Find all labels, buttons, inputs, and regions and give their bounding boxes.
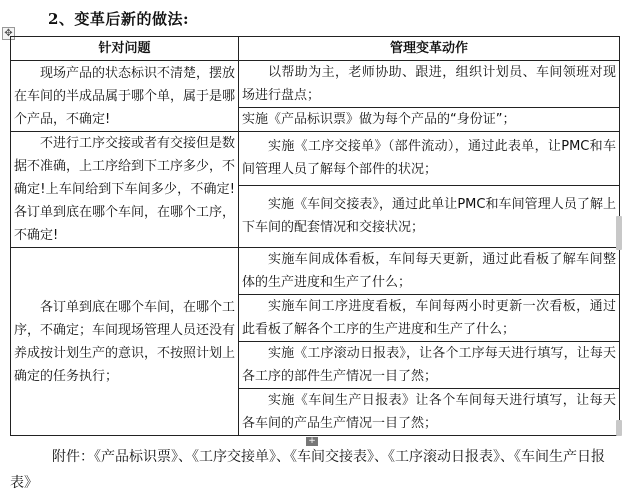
add-row-plus-icon[interactable]: + bbox=[306, 437, 318, 446]
action-cell-8[interactable] bbox=[239, 389, 620, 436]
action-text-4: 实施《车间交接表》，通过此单让PMC和车间管理人员了解上下车间的配套情况和交接状况； bbox=[242, 197, 616, 236]
change-actions-table bbox=[10, 36, 620, 436]
action-text-3: 实施《工序交接单》（部件流动），通过此表单，让PMC和车间管理人员了解每个部件的状况； bbox=[242, 139, 616, 178]
action-cell-4[interactable] bbox=[239, 185, 620, 247]
section-heading: 2、变革后新的做法: bbox=[48, 10, 189, 28]
table-header-row bbox=[11, 37, 620, 61]
action-cell-1[interactable] bbox=[239, 61, 620, 108]
action-text-5: 实施车间成体看板，车间每天更新，通过此看板了解车间整体的生产进度和生产了什么； bbox=[242, 252, 616, 290]
table-row bbox=[11, 248, 620, 295]
table-row bbox=[11, 61, 620, 108]
action-cell-7[interactable] bbox=[239, 342, 620, 389]
action-text-8: 实施《车间生产日报表》让各个车间每天进行填写，让每天各车间的产品生产情况一目了然； bbox=[242, 393, 616, 431]
action-cell-5[interactable] bbox=[239, 248, 620, 295]
action-text-7: 实施《工序滚动日报表》，让各个工序每天进行填写，让每天各工序的部件生产情况一目了然； bbox=[242, 346, 616, 384]
table-row bbox=[11, 132, 620, 186]
action-cell-2[interactable] bbox=[239, 108, 620, 132]
issue-cell-2[interactable] bbox=[11, 132, 239, 248]
table-move-handle-icon[interactable]: ✥ bbox=[2, 27, 15, 40]
action-text-1: 以帮助为主，老师协助、跟进，组织计划员、车间领班对现场进行盘点； bbox=[242, 65, 616, 103]
action-cell-3[interactable] bbox=[239, 132, 620, 186]
header-action: 管理变革动作 bbox=[239, 37, 620, 61]
issue-text-3: 各订单到底在哪个车间，在哪个工序，不确定；车间现场管理人员还没有养成按计划生产的意识，不按照计划上确定的任务执行； bbox=[14, 299, 236, 384]
action-text-2: 实施《产品标识票》做为每个产品的“身份证”； bbox=[242, 112, 516, 127]
row-resize-handle[interactable] bbox=[616, 216, 622, 250]
action-cell-6[interactable] bbox=[239, 295, 620, 342]
header-issue: 针对问题 bbox=[11, 37, 239, 61]
action-text-6: 实施车间工序进度看板，车间每两小时更新一次看板，通过此看板了解各个工序的生产进度和生产了什么； bbox=[242, 299, 616, 337]
issue-cell-3[interactable] bbox=[11, 248, 239, 436]
issue-text-1: 现场产品的状态标识不清楚，摆放在车间的半成品属于哪个单，属于是哪个产品，不确定! bbox=[14, 65, 236, 127]
issue-cell-1[interactable] bbox=[11, 61, 239, 132]
row-resize-handle[interactable] bbox=[616, 420, 622, 436]
issue-text-2: 不进行工序交接或者有交接但是数据不准确，上工序给到下工序多少，不确定!上车间给到下车间多少，不确定!各订单到底在哪个车间，在哪个工序，不确定! bbox=[14, 136, 236, 243]
attachments-line: 附件：《产品标识票》、《工序交接单》、《车间交接表》、《工序滚动日报表》、《车间生产日报表》 bbox=[10, 449, 605, 491]
